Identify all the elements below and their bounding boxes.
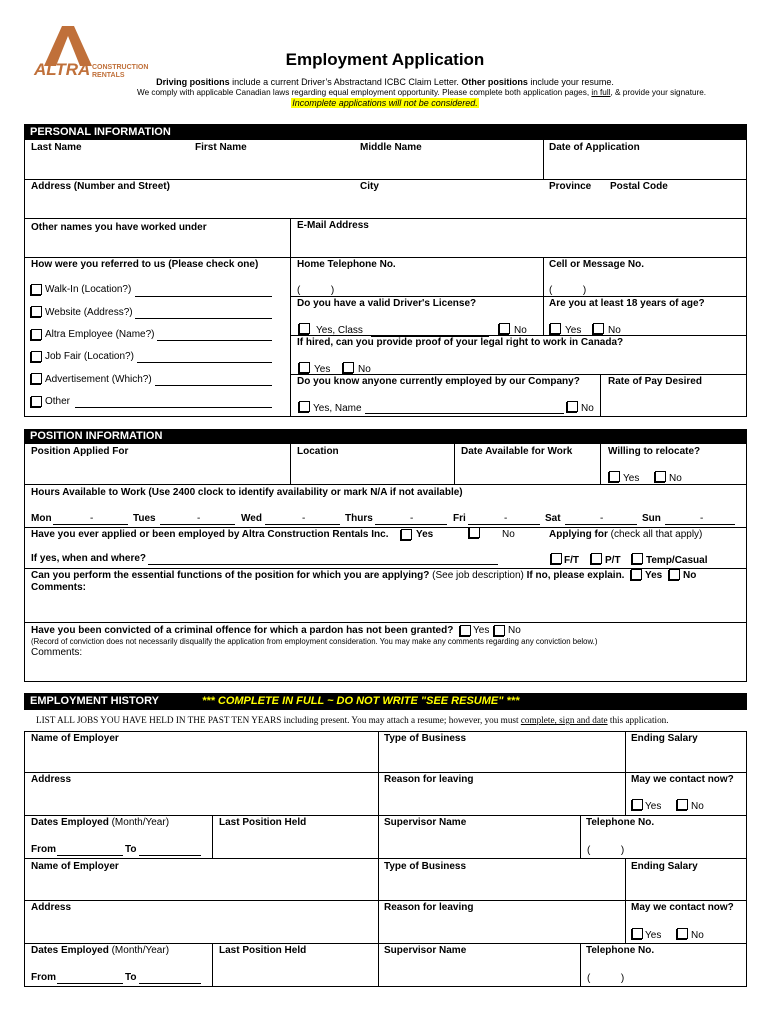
province-label: Province [549, 181, 592, 192]
know-no-label: No [581, 403, 594, 414]
page-title: Employment Application [285, 50, 485, 69]
age18-no-checkbox[interactable] [593, 323, 604, 334]
legal-right-label: If hired, can you provide proof of your legal right to work in Canada? [297, 337, 624, 348]
website-checkbox[interactable] [31, 306, 42, 317]
incomplete-warning-text: Incomplete applications will not be considered. [292, 98, 478, 108]
logo-sub2: RENTALS [92, 72, 125, 79]
applied-before-no-label: No [502, 529, 515, 540]
list-all-jobs [36, 715, 669, 725]
header-line2 [137, 88, 757, 97]
employment-block-2 [24, 859, 747, 987]
personal-section-header: PERSONAL INFORMATION [24, 124, 747, 140]
drivers-no-checkbox[interactable] [499, 323, 510, 334]
date-available-label: Date Available for Work [461, 446, 573, 457]
relocate-yes-label: Yes [623, 473, 640, 484]
relocate-no-checkbox[interactable] [655, 471, 666, 482]
fri-dash: - [504, 513, 508, 524]
drivers-yes-checkbox[interactable] [299, 323, 310, 334]
list-text2: this application. [607, 715, 669, 725]
sat-dash: - [600, 513, 604, 524]
temp-checkbox[interactable] [632, 553, 643, 564]
employer-label-2: Name of Employer [31, 861, 119, 872]
day-mon: Mon [31, 513, 52, 524]
applying-for-label [549, 529, 702, 541]
know-employee-label: Do you know anyone currently employed by our Company? [297, 376, 580, 387]
know-no-checkbox[interactable] [567, 401, 578, 412]
supervisor-label-1: Supervisor Name [384, 817, 467, 828]
last-name-label: Last Name [31, 142, 82, 153]
cell-label: Cell or Message No. [549, 259, 645, 270]
convicted-yes-label: Yes [473, 625, 490, 636]
to-label-1: To [125, 844, 137, 855]
business-label-2: Type of Business [384, 861, 467, 872]
address-label: Address (Number and Street) [31, 181, 170, 192]
other-checkbox[interactable] [31, 396, 42, 407]
cell-phone-area[interactable]: ( ) [549, 285, 587, 296]
walkin-checkbox[interactable] [31, 284, 42, 295]
from-input-2[interactable] [57, 983, 123, 984]
applied-before-yes-label: Yes [416, 529, 434, 540]
employment-title: EMPLOYMENT HISTORY [30, 695, 159, 707]
last-position-label-2: Last Position Held [219, 945, 307, 956]
other-names-label: Other names you have worked under [31, 222, 207, 233]
header-line1-text1: include a current Driver’s Abstractand ICBC Claim Letter. [229, 77, 462, 87]
day-wed: Wed [241, 513, 262, 524]
relocate-yes-checkbox[interactable] [609, 471, 620, 482]
jobfair-input[interactable] [137, 362, 272, 363]
convicted-label: Have you been convicted of a criminal offence for which a pardon has not been granted? [31, 625, 454, 636]
logo-sub1: CONSTRUCTION [92, 64, 149, 71]
employment-banner: *** COMPLETE IN FULL ~ DO NOT WRITE "SEE RESUME" *** [202, 695, 520, 707]
referred-label: How were you referred to us (Please check one) [31, 259, 259, 270]
email-label: E-Mail Address [297, 220, 369, 231]
website-label: Website (Address?) [45, 307, 133, 318]
applied-before-no-checkbox[interactable] [469, 527, 480, 538]
convicted-no-label: No [508, 625, 521, 636]
phone-area-1[interactable]: ( ) [587, 845, 625, 856]
know-yes-checkbox[interactable] [299, 401, 310, 412]
phone-label-1: Telephone No. [586, 817, 655, 828]
day-fri: Fri [453, 513, 466, 524]
other-label: Other [45, 396, 71, 407]
employer-label-1: Name of Employer [31, 733, 119, 744]
position-section-header: POSITION INFORMATION [24, 429, 747, 444]
contact-no-checkbox-1[interactable] [677, 799, 688, 810]
from-label-2: From [31, 972, 56, 983]
hours-label: Hours Available to Work (Use 2400 clock to identify availability or mark N/A if not available) [31, 487, 463, 498]
contact-yes-label-1: Yes [645, 801, 662, 812]
rate-of-pay-label: Rate of Pay Desired [608, 376, 702, 387]
contact-yes-checkbox-2[interactable] [632, 928, 643, 939]
essential-bold1: Can you perform the essential functions of the position for which you are applying? [31, 570, 430, 581]
list-text1: LIST ALL JOBS YOU HAVE HELD IN THE PAST TEN YEARS including present. You may attach a resume; however, you must [36, 715, 521, 725]
thurs-dash: - [410, 513, 414, 524]
advertisement-label: Advertisement (Which?) [45, 374, 152, 385]
day-thurs: Thurs [345, 513, 373, 524]
home-phone-area[interactable]: ( ) [297, 285, 335, 296]
other-positions: Other positions [461, 77, 528, 87]
applied-before-label: Have you ever applied or been employed by Altra Construction Rentals Inc. [31, 529, 389, 540]
essential-no-label: No [683, 570, 697, 581]
jobfair-checkbox[interactable] [31, 351, 42, 362]
altra-employee-label: Altra Employee (Name?) [45, 329, 155, 340]
essential-yes-label: Yes [645, 570, 663, 581]
legal-no-checkbox[interactable] [343, 362, 354, 373]
phone-area-2[interactable]: ( ) [587, 973, 625, 984]
phone-label-2: Telephone No. [586, 945, 655, 956]
supervisor-label-2: Supervisor Name [384, 945, 467, 956]
postal-code-label: Postal Code [610, 181, 668, 192]
logo-name: ALTRA [34, 60, 91, 79]
incomplete-warning [0, 98, 770, 108]
dates-note-1: (Month/Year) [108, 817, 170, 828]
city-label: City [360, 181, 379, 192]
address-label-1: Address [31, 774, 72, 785]
employment-section-header [24, 693, 747, 710]
legal-yes-checkbox[interactable] [299, 362, 310, 373]
walkin-input[interactable] [135, 296, 272, 297]
applied-before-yes-checkbox[interactable] [401, 529, 412, 540]
pt-checkbox[interactable] [591, 553, 602, 564]
applying-for-bold: Applying for [549, 529, 608, 540]
wed-dash: - [302, 513, 306, 524]
dates-bold-2: Dates Employed [31, 945, 109, 956]
header-line1-text2: include your resume. [527, 77, 614, 87]
convicted-yes-checkbox[interactable] [460, 625, 471, 636]
ft-label: F/T [564, 555, 579, 566]
convicted-no-checkbox[interactable] [494, 625, 505, 636]
essential-no-checkbox[interactable] [669, 569, 680, 580]
dates-bold-1: Dates Employed [31, 817, 109, 828]
business-label-1: Type of Business [384, 733, 467, 744]
essential-functions-label [31, 570, 624, 582]
drivers-license-label: Do you have a valid Driver's License? [297, 298, 477, 309]
header-line1 [0, 77, 770, 87]
contact-label-2: May we contact now? [631, 902, 734, 913]
essential-bold2: If no, please explain. [526, 570, 625, 581]
to-input-2[interactable] [139, 983, 201, 984]
list-underline: complete, sign and date [520, 715, 608, 725]
comments2-label: Comments: [31, 647, 83, 658]
header-line2-text2: , & provide your signature. [610, 88, 707, 97]
contact-no-label-1: No [691, 801, 704, 812]
when-where-label: If yes, when and where? [31, 553, 147, 564]
relocate-no-label: No [669, 473, 682, 484]
walkin-label: Walk-In (Location?) [45, 284, 132, 295]
dates-note-2: (Month/Year) [108, 945, 170, 956]
altra-employee-input[interactable] [157, 340, 272, 341]
position-applied-label: Position Applied For [31, 446, 129, 457]
dates-employed-label-2 [31, 945, 169, 957]
to-label-2: To [125, 972, 137, 983]
know-name-input[interactable] [365, 413, 564, 414]
date-of-application-label: Date of Application [549, 142, 640, 153]
sun-dash: - [700, 513, 704, 524]
legal-no-label: No [358, 364, 371, 375]
tues-dash: - [197, 513, 201, 524]
when-where-input[interactable] [148, 564, 498, 565]
legal-yes-label: Yes [314, 364, 331, 375]
contact-no-checkbox-2[interactable] [677, 928, 688, 939]
advertisement-input[interactable] [155, 385, 272, 386]
pt-label: P/T [605, 555, 621, 566]
applying-for-note: (check all that apply) [607, 529, 703, 540]
last-position-label-1: Last Position Held [219, 817, 307, 828]
age18-yes-label: Yes [565, 325, 582, 336]
address-label-2: Address [31, 902, 72, 913]
contact-no-label-2: No [691, 930, 704, 941]
day-sun: Sun [642, 513, 661, 524]
from-label-1: From [31, 844, 56, 855]
altra-employee-checkbox[interactable] [31, 329, 42, 340]
ft-checkbox[interactable] [551, 553, 562, 564]
essential-note: (See job description) [429, 570, 527, 581]
contact-yes-checkbox-1[interactable] [632, 799, 643, 810]
dates-employed-label-1 [31, 817, 169, 829]
middle-name-label: Middle Name [360, 142, 422, 153]
first-name-label: First Name [195, 142, 247, 153]
day-tues: Tues [133, 513, 156, 524]
header-line2-underline: in full [591, 88, 611, 97]
age18-no-label: No [608, 325, 621, 336]
location-label: Location [297, 446, 339, 457]
contact-label-1: May we contact now? [631, 774, 734, 785]
reason-label-2: Reason for leaving [384, 902, 474, 913]
employment-block-1 [24, 731, 747, 859]
temp-label: Temp/Casual [646, 555, 708, 566]
salary-label-1: Ending Salary [631, 733, 698, 744]
mon-dash: - [90, 513, 94, 524]
home-telephone-label: Home Telephone No. [297, 259, 396, 270]
age18-yes-checkbox[interactable] [550, 323, 561, 334]
reason-label-1: Reason for leaving [384, 774, 474, 785]
to-input-1[interactable] [139, 855, 201, 856]
advertisement-checkbox[interactable] [31, 373, 42, 384]
drivers-no-label: No [514, 325, 527, 336]
other-input[interactable] [75, 407, 272, 408]
relocate-label: Willing to relocate? [608, 446, 701, 457]
age18-label: Are you at least 18 years of age? [549, 298, 705, 309]
header-line2-text1: We comply with applicable Canadian laws regarding equal employment opportunity. Please complete both application pages, [137, 88, 592, 97]
driving-positions: Driving positions [156, 77, 230, 87]
jobfair-label: Job Fair (Location?) [45, 351, 134, 362]
website-input[interactable] [135, 318, 272, 319]
comments-label: Comments: [31, 582, 87, 593]
contact-yes-label-2: Yes [645, 930, 662, 941]
day-sat: Sat [545, 513, 561, 524]
salary-label-2: Ending Salary [631, 861, 698, 872]
from-input-1[interactable] [57, 855, 123, 856]
essential-yes-checkbox[interactable] [631, 569, 642, 580]
know-yes-name-label: Yes, Name [313, 403, 362, 414]
drivers-yes-class-label: Yes, Class [316, 325, 363, 336]
record-note: (Record of conviction does not necessarily disqualify the application from employment consideration. You may make any comments regarding any conviction below.) [31, 637, 598, 646]
